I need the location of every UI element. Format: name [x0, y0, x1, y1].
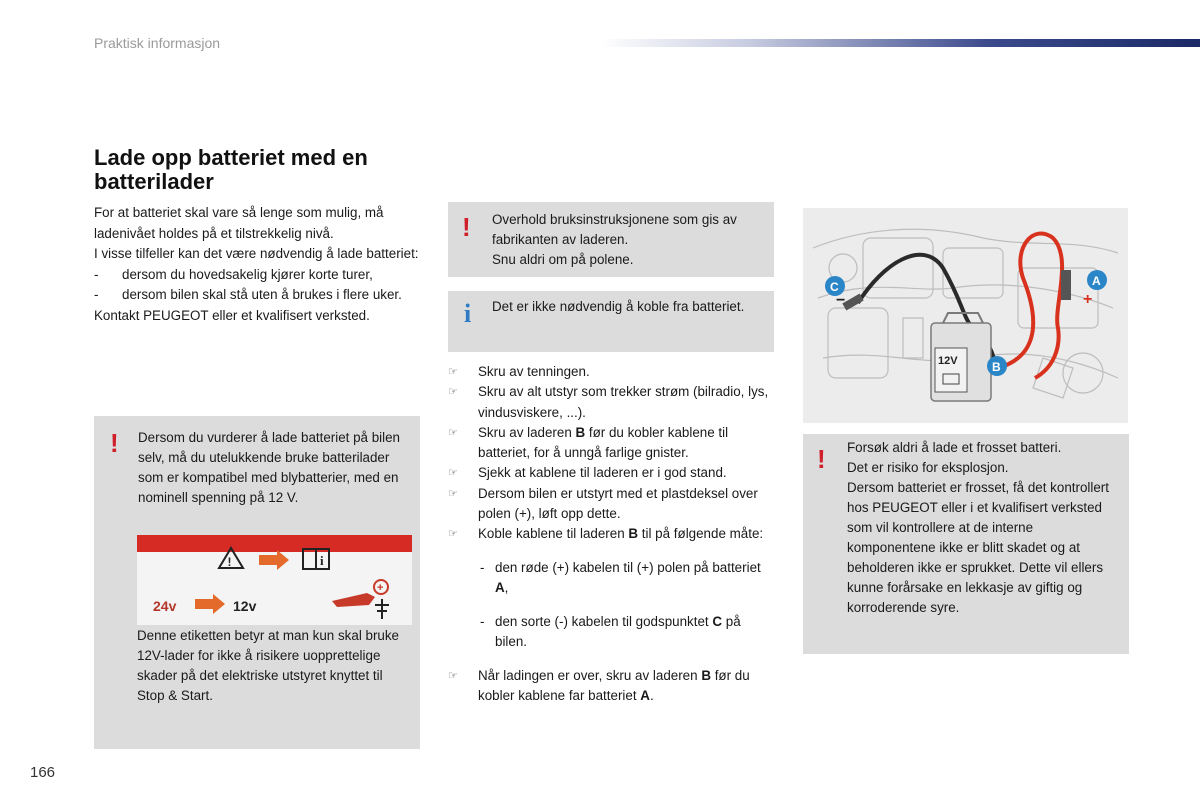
warning-text: Snu aldri om på polene.	[492, 252, 634, 267]
connection-c-label: C	[830, 280, 839, 294]
intro-text	[94, 203, 419, 326]
step-item: ☞ Dersom bilen er utstyrt med et plastdeksel over polen (+), løft opp dette.	[448, 485, 758, 522]
step-marker-icon: ☞	[448, 467, 458, 480]
engine-bay-drawing	[803, 208, 1128, 423]
engine-bay-illustration	[803, 208, 1128, 423]
info-text: Det er ikke nødvendig å koble fra batteriet.	[492, 299, 745, 314]
label-24v: 24v	[153, 598, 177, 614]
step-item: ☞ Skru av laderen B før du kobler kablene til batteriet, for å unngå farlige gnister.	[448, 424, 729, 461]
info-box	[448, 291, 774, 352]
warning-box-left	[94, 416, 420, 749]
info-icon: i	[464, 299, 472, 328]
step-item: ☞ Når ladingen er over, skru av laderen B før du kobler kablene far batteriet A.	[448, 668, 750, 704]
warning-icon: !	[462, 212, 471, 242]
stop-start-label-image	[137, 535, 412, 625]
svg-text:+: +	[377, 582, 384, 594]
step-marker-icon: ☞	[448, 366, 458, 378]
step-marker-icon: ☞	[448, 426, 458, 439]
minus-sign: −	[836, 292, 846, 309]
intro-bullet: - dersom du hovedsakelig kjører korte turer,	[94, 266, 373, 282]
svg-text:i: i	[320, 553, 324, 568]
warning-text: Overhold bruksinstruksjonene som gis av fabrikanten av laderen.	[492, 212, 737, 247]
warning-icon: !	[817, 444, 826, 474]
warning-text: Forsøk aldri å lade et frosset batteri.	[847, 440, 1062, 455]
intro-paragraph: I visse tilfeller kan det være nødvendig å lade batteriet:	[94, 246, 419, 261]
label-12v: 12v	[233, 598, 257, 614]
intro-paragraph: Kontakt PEUGEOT eller et kvalifisert verksted.	[94, 307, 370, 323]
step-marker-icon: ☞	[448, 528, 458, 541]
warning-text: Dersom batteriet er frosset, få det kontrollert hos PEUGEOT eller i et kvalifisert verksted som vil kontrollere at de interne komponentene ikke er blitt skadet og at beholderen ikke er sprukket. Dette vil ellers kunne forårsake en lekkasje av giftig og korroderende syre.	[847, 480, 1109, 615]
header-title: Praktisk informasjon	[94, 35, 221, 51]
page-number: 166	[30, 764, 56, 781]
charger-voltage-label: 12V	[938, 355, 958, 367]
warning-icon: !	[110, 428, 119, 458]
warning-text: Dersom du vurderer å lade batteriet på bilen selv, må du utelukkende bruke batterilader som er kompatibel med blybatterier, med en nominell spenning på 12 V.	[138, 430, 401, 505]
intro-bullet: - dersom bilen skal stå uten å brukes i flere uker.	[94, 287, 402, 302]
svg-text:!: !	[227, 555, 232, 569]
step-marker-icon: ☞	[448, 386, 458, 399]
step-marker-icon: ☞	[448, 487, 458, 500]
connection-b-label: B	[992, 360, 1001, 374]
instruction-steps	[448, 362, 773, 707]
step-marker-icon: ☞	[448, 670, 458, 683]
connection-a-label: A	[1092, 274, 1101, 288]
warning-text: Det er risiko for eksplosjon.	[847, 460, 1009, 475]
warning-box-middle	[448, 202, 774, 277]
label-caption: Denne etiketten betyr at man kun skal bruke 12V-lader for ikke å risikere uopprettelige skader på det elektriske utstyret knyttet til Stop & Start.	[137, 628, 400, 703]
sub-step-item: - den sorte (-) kabelen til godspunktet C på bilen.	[480, 614, 741, 650]
step-item: ☞ Koble kablene til laderen B til på følgende måte:	[448, 524, 773, 544]
warning-box-right	[803, 434, 1129, 654]
intro-paragraph: For at batteriet skal vare så lenge som mulig, må ladenivået holdes på et tilstrekkelig nivå.	[94, 205, 384, 241]
section-heading: Lade opp batteriet med en batterilader	[94, 145, 368, 194]
step-item: ☞ Skru av alt utstyr som trekker strøm (bilradio, lys, vindusviskere, ...).	[448, 384, 769, 420]
step-item: ☞ Skru av tenningen.	[448, 362, 773, 382]
step-item: ☞ Sjekk at kablene til laderen er i god stand.	[448, 463, 773, 483]
plus-sign: +	[1083, 291, 1093, 308]
header-bar	[600, 39, 1200, 47]
sub-step-item: - den røde (+) kabelen til (+) polen på batteriet A,	[480, 560, 761, 596]
label-graphic	[137, 535, 412, 625]
